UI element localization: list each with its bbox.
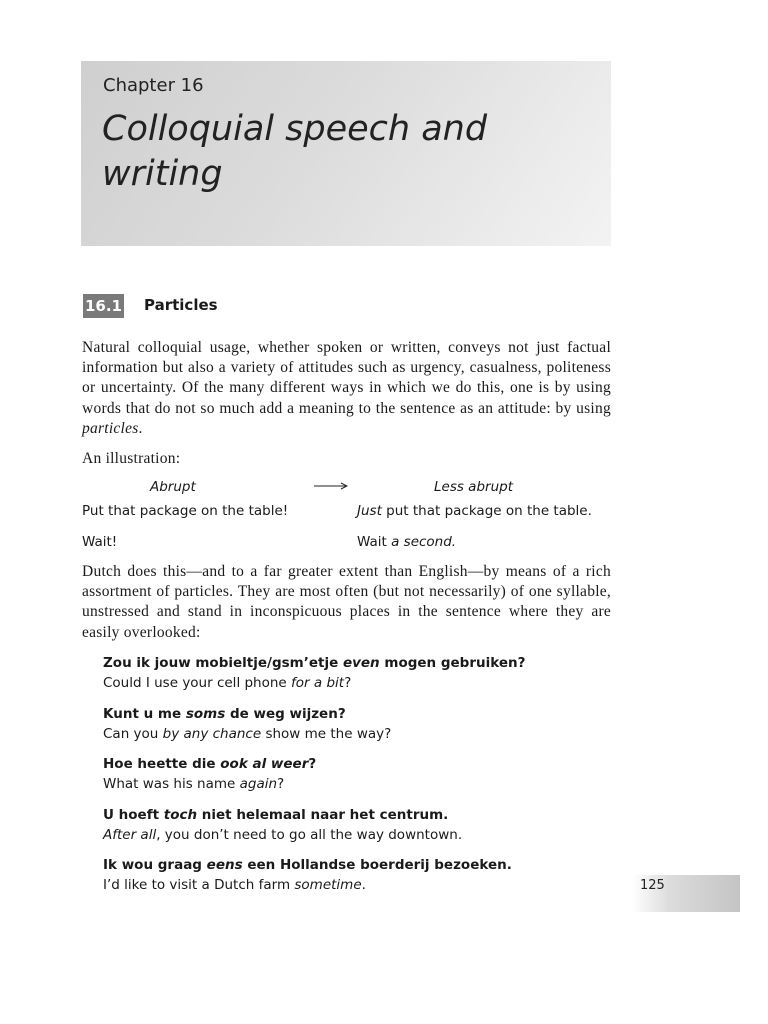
body-paragraph: Dutch does this—and to a far greater extent than English—by means of a rich assortment of particles. They are most often (but not necessarily) of one syllable, unstressed and stand in inconspicuous places in the sentence where they are easily overlooked: — [82, 563, 611, 641]
english-translation: Could I use your cell phone for a bit? — [103, 675, 352, 691]
english-translation: After all, you don’t need to go all the way downtown. — [103, 827, 463, 843]
section-number-badge: 16.1 — [83, 294, 124, 318]
english-translation: What was his name again? — [103, 776, 285, 792]
illustration-header-abrupt: Abrupt — [150, 479, 196, 495]
illustration-header-less-abrupt: Less abrupt — [434, 479, 513, 495]
chapter-label: Chapter 16 — [103, 75, 204, 96]
intro-text: Natural colloquial usage, whether spoken or written, conveys not just factual information but also a variety of attitudes such as urgency, casualness, politeness or uncertainty. Of the many different ways in which we do this, one is by using words that do not so much add a meaning to the sentence as an attitude: by using — [82, 339, 611, 417]
page-number-tab — [632, 875, 740, 912]
chapter-title: Colloquial speech and writing — [102, 109, 488, 194]
english-translation: Can you by any chance show me the way? — [103, 726, 392, 742]
example-item — [103, 653, 525, 693]
dutch-sentence: Ik wou graag eens een Hollandse boerderij bezoeken. — [103, 857, 512, 873]
example-item — [103, 855, 512, 895]
illustration-row1-right: Just put that package on the table. — [357, 503, 592, 519]
example-item — [103, 805, 462, 845]
dutch-sentence: Zou ik jouw mobieltje/gsm’etje even mogen gebruiken? — [103, 655, 526, 671]
right-arrow-icon — [314, 481, 348, 491]
english-translation: I’d like to visit a Dutch farm sometime. — [103, 877, 366, 893]
illustration-row2-left: Wait! — [82, 534, 118, 550]
intro-end: . — [138, 419, 143, 437]
section-title: Particles — [144, 296, 218, 314]
intro-paragraph — [82, 338, 611, 439]
illustration-row2-right: Wait a second. — [357, 534, 457, 550]
example-item — [103, 754, 316, 794]
illustration-row1-left: Put that package on the table! — [82, 503, 289, 519]
dutch-sentence: U hoeft toch niet helemaal naar het centrum. — [103, 807, 449, 823]
dutch-sentence: Hoe heette die ook al weer? — [103, 756, 317, 772]
dutch-sentence: Kunt u me soms de weg wijzen? — [103, 706, 346, 722]
page-number: 125 — [640, 878, 665, 893]
example-item — [103, 704, 391, 744]
illustration-intro: An illustration: — [82, 450, 181, 467]
intro-emphasis: particles — [82, 419, 139, 437]
chapter-header — [81, 61, 611, 246]
